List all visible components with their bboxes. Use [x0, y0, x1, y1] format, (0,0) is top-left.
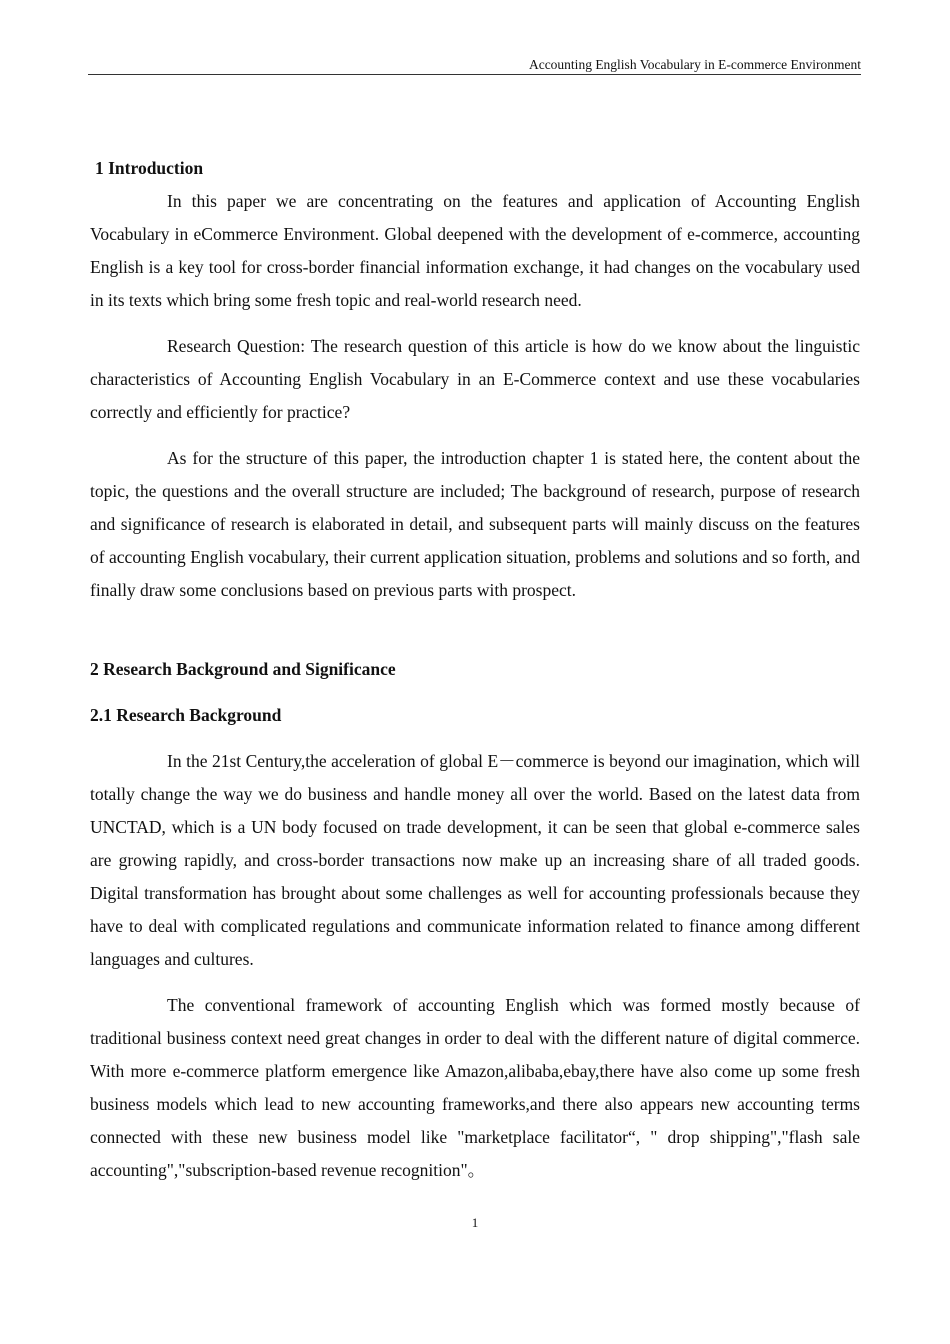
- page-body: [90, 152, 860, 1187]
- section-heading-introduction: 1 Introduction: [95, 158, 204, 178]
- running-title: Accounting English Vocabulary in E-commerce Environment: [528, 57, 861, 72]
- running-header: [88, 56, 861, 75]
- intro-paragraph-research-question: Research Question: The research question of this article is how do we know about the linguistic characteristics of Accounting English Vocabulary in an E-Commerce context and use these vocabularies correctly and efficiently for practice?: [90, 336, 860, 422]
- section-heading-background: 2 Research Background and Significance: [90, 659, 396, 679]
- background-paragraph-1: In the 21st Century,the acceleration of global E－commerce is beyond our imagination, which will totally change the way we do business and handle money all over the world. Based on the latest data from UNCTAD, which is a UN body focused on trade development, it can be seen that global e-commerce sales are growing rapidly, and cross-border transactions now make up an increasing share of all traded goods. Digital transformation has brought about some challenges as well for accounting professionals because they have to deal with complicated regulations and communicate information related to finance among different languages and cultures.: [90, 751, 860, 969]
- intro-paragraph-structure: As for the structure of this paper, the introduction chapter 1 is stated here, the content about the topic, the questions and the overall structure are included; The background of research, purpose of research and significance of research is elaborated in detail, and subsequent parts will mainly discuss on the features of accounting English vocabulary, their current application situation, problems and solutions and so forth, and finally draw some conclusions based on previous parts with prospect.: [90, 448, 860, 600]
- background-paragraph-2: The conventional framework of accounting English which was formed mostly because of traditional business context need great changes in order to deal with the different nature of digital commerce. With more e-commerce platform emergence like Amazon,alibaba,ebay,there have also come up some fresh business models which lead to new accounting frameworks,and there also appears new accounting terms connected with these new business model like "marketplace facilitator“, " drop shipping","flash sale accounting","subscription-based revenue recognition"。: [90, 995, 860, 1180]
- intro-paragraph-1: In this paper we are concentrating on the features and application of Accounting English Vocabulary in eCommerce Environment. Global deepened with the development of e-commerce, accounting English is a key tool for cross-border financial information exchange, it had changes on the vocabulary used in its texts which bring some fresh topic and real-world research need.: [90, 191, 860, 310]
- page-number: 1: [471, 1215, 479, 1230]
- subsection-heading-research-background: 2.1 Research Background: [90, 705, 282, 725]
